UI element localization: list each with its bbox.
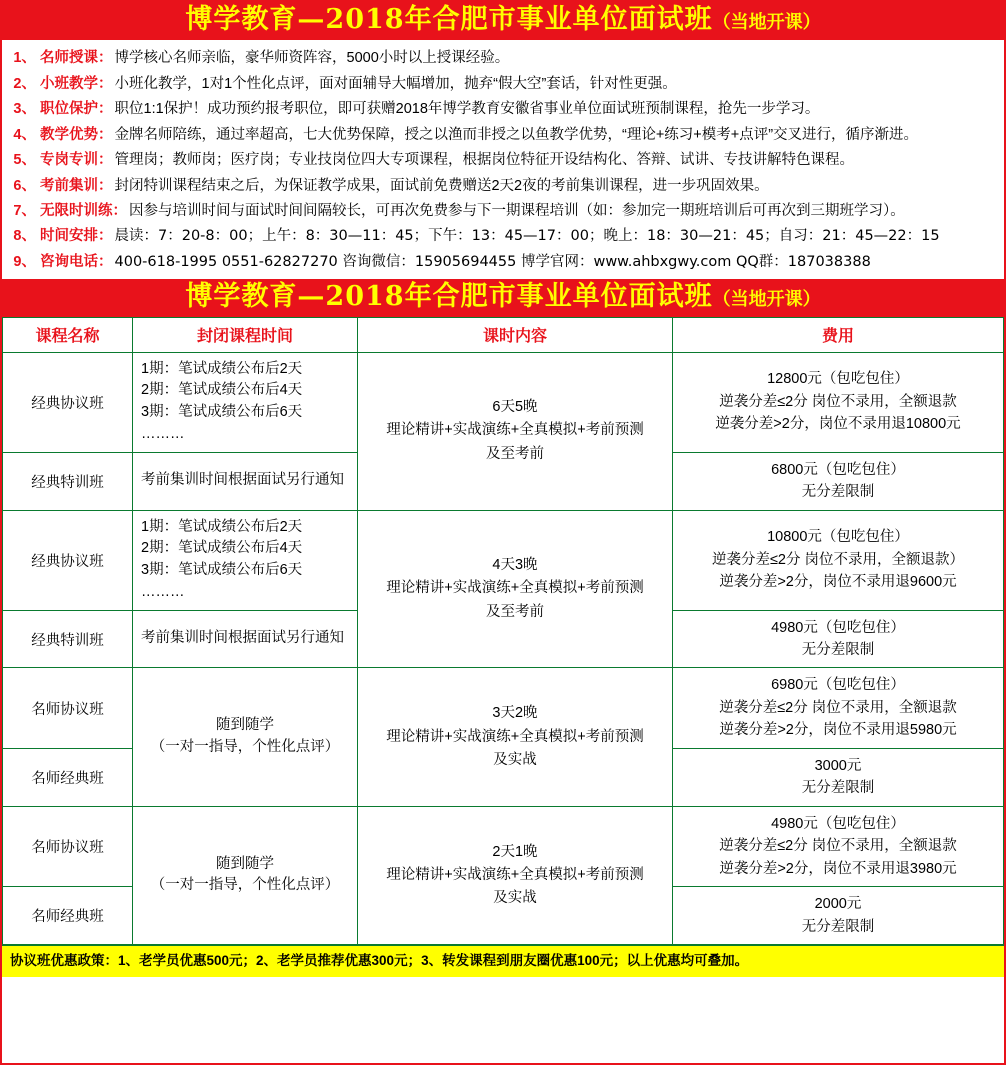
feature-label: 时间安排：: [40, 228, 113, 245]
feature-number: 6、: [13, 177, 36, 194]
feature-number: 2、: [13, 75, 36, 92]
feature-item: [10, 46, 996, 71]
course-table: [2, 317, 1004, 946]
table-row: [3, 806, 1004, 886]
course-time-merged: 随到随学 （一对一指导，个性化点评）: [133, 806, 358, 944]
course-fee: 4980元（包吃包住） 无分差限制: [673, 610, 1004, 668]
course-name: 经典协议班: [3, 352, 133, 452]
feature-text: 因参与培训时间与面试时间间隔较长，可再次免费参与下一期课程培训（如：参加完一期班培训后可再次到三期班学习）。: [129, 203, 905, 219]
feature-text: 晨读：7：20-8：00；上午：8：30—11：45；下午：13：45—17：00；晚上：18：30—21：45；自习：21：45—22：15: [114, 228, 940, 245]
discount-policy-footer: 协议班优惠政策：1、老学员优惠500元；2、老学员推荐优惠300元；3、转发课程到朋友圈优惠100元；以上优惠均可叠加。: [2, 945, 1004, 977]
table-banner: [2, 279, 1004, 317]
feature-number: 7、: [13, 203, 36, 219]
feature-item: [10, 71, 996, 96]
course-content: 6天5晚 理论精讲+实战演练+全真模拟+考前预测 及至考前: [358, 352, 673, 510]
course-content: 3天2晚 理论精讲+实战演练+全真模拟+考前预测 及实战: [358, 668, 673, 806]
header-course-time: 封闭课程时间: [133, 317, 358, 352]
feature-text: 博学核心名师亲临，豪华师资阵容，5000小时以上授课经验。: [114, 50, 510, 67]
feature-item: [10, 199, 996, 224]
feature-text: 职位1:1保护！成功预约报考职位，即可获赠2018年博学教育安徽省事业单位面试班预制课程，抢先一步学习。: [114, 101, 820, 118]
top-banner: [2, 2, 1004, 40]
feature-text: 封闭特训课程结束之后，为保证教学成果，面试前免费赠送2天2夜的考前集训课程，进一步巩固效果。: [114, 177, 769, 194]
table-banner-title: 博学教育—2018年合肥市事业单位面试班: [185, 280, 713, 312]
course-time-bottom: 考前集训时间根据面试另行通知: [133, 610, 358, 668]
feature-list: [2, 40, 1004, 279]
table-row: [3, 668, 1004, 748]
course-fee: 3000元 无分差限制: [673, 748, 1004, 806]
course-name: 经典特训班: [3, 610, 133, 668]
course-time-merged: 随到随学 （一对一指导，个性化点评）: [133, 668, 358, 806]
feature-number: 5、: [13, 152, 36, 169]
course-name: 经典特训班: [3, 452, 133, 510]
header-course-content: 课时内容: [358, 317, 673, 352]
course-fee: 6980元（包吃包住） 逆袭分差≤2分 岗位不录用，全额退款 逆袭分差>2分，岗位不录用退5980元: [673, 668, 1004, 748]
feature-label: 无限时训练：: [40, 203, 127, 219]
feature-label: 职位保护：: [40, 101, 113, 118]
course-fee: 10800元（包吃包住） 逆袭分差≤2分 岗位不录用，全额退款） 逆袭分差>2分，岗位不录用退9600元: [673, 510, 1004, 610]
course-time-bottom: 考前集训时间根据面试另行通知: [133, 452, 358, 510]
course-time-top: 1期：笔试成绩公布后2天 2期：笔试成绩公布后4天 3期：笔试成绩公布后6天 ………: [133, 510, 358, 610]
feature-text: 金牌名师陪练，通过率超高，七大优势保障，授之以渔而非授之以鱼教学优势，“理论+练习+模考+点评”交叉进行，循序渐进。: [114, 126, 919, 143]
header-course-fee: 费用: [673, 317, 1004, 352]
feature-label: 专岗专训：: [40, 152, 113, 169]
header-course-name: 课程名称: [3, 317, 133, 352]
feature-number: 8、: [13, 228, 36, 245]
course-content: 2天1晚 理论精讲+实战演练+全真模拟+考前预测 及实战: [358, 806, 673, 944]
course-name: 名师协议班: [3, 806, 133, 886]
table-row: [3, 510, 1004, 610]
course-content: 4天3晚 理论精讲+实战演练+全真模拟+考前预测 及至考前: [358, 510, 673, 668]
feature-item: [10, 224, 996, 249]
feature-number: 1、: [13, 50, 36, 67]
table-row: [3, 352, 1004, 452]
feature-number: 9、: [13, 253, 36, 270]
feature-number: 4、: [13, 126, 36, 143]
feature-item: [10, 173, 996, 198]
course-fee: 2000元 无分差限制: [673, 887, 1004, 945]
feature-label: 教学优势：: [40, 126, 113, 143]
course-name: 经典协议班: [3, 510, 133, 610]
feature-label: 小班教学：: [40, 75, 113, 92]
feature-text: 小班化教学，1对1个性化点评，面对面辅导大幅增加，抛弃“假大空”套话，针对性更强。: [114, 75, 677, 92]
course-fee: 4980元（包吃包住） 逆袭分差≤2分 岗位不录用，全额退款 逆袭分差>2分，岗位不录用退3980元: [673, 806, 1004, 886]
feature-number: 3、: [13, 101, 36, 118]
course-name: 名师经典班: [3, 887, 133, 945]
feature-item: [10, 97, 996, 122]
feature-item: [10, 148, 996, 173]
table-banner-subtitle: （当地开课）: [712, 288, 821, 310]
top-banner-title: 博学教育—2018年合肥市事业单位面试班: [185, 4, 713, 35]
course-fee: 6800元（包吃包住） 无分差限制: [673, 452, 1004, 510]
feature-text: 400-618-1995 0551-62827270 咨询微信：15905694455 博学官网：www.ahbxgwy.com QQ群：187038388: [114, 253, 871, 270]
course-fee: 12800元（包吃包住） 逆袭分差≤2分 岗位不录用，全额退款 逆袭分差>2分，岗位不录用退10800元: [673, 352, 1004, 452]
course-time-top: 1期：笔试成绩公布后2天 2期：笔试成绩公布后4天 3期：笔试成绩公布后6天 ………: [133, 352, 358, 452]
feature-label: 咨询电话：: [40, 253, 113, 270]
feature-label: 名师授课：: [40, 50, 113, 67]
course-name: 名师协议班: [3, 668, 133, 748]
feature-label: 考前集训：: [40, 177, 113, 194]
table-header-row: [3, 317, 1004, 352]
top-banner-subtitle: （当地开课）: [712, 12, 821, 33]
course-name: 名师经典班: [3, 748, 133, 806]
feature-text: 管理岗；教师岗；医疗岗；专业技岗位四大专项课程，根据岗位特征开设结构化、答辩、试讲、专技讲解特色课程。: [114, 152, 854, 169]
feature-item: [10, 249, 996, 274]
feature-item: [10, 122, 996, 147]
